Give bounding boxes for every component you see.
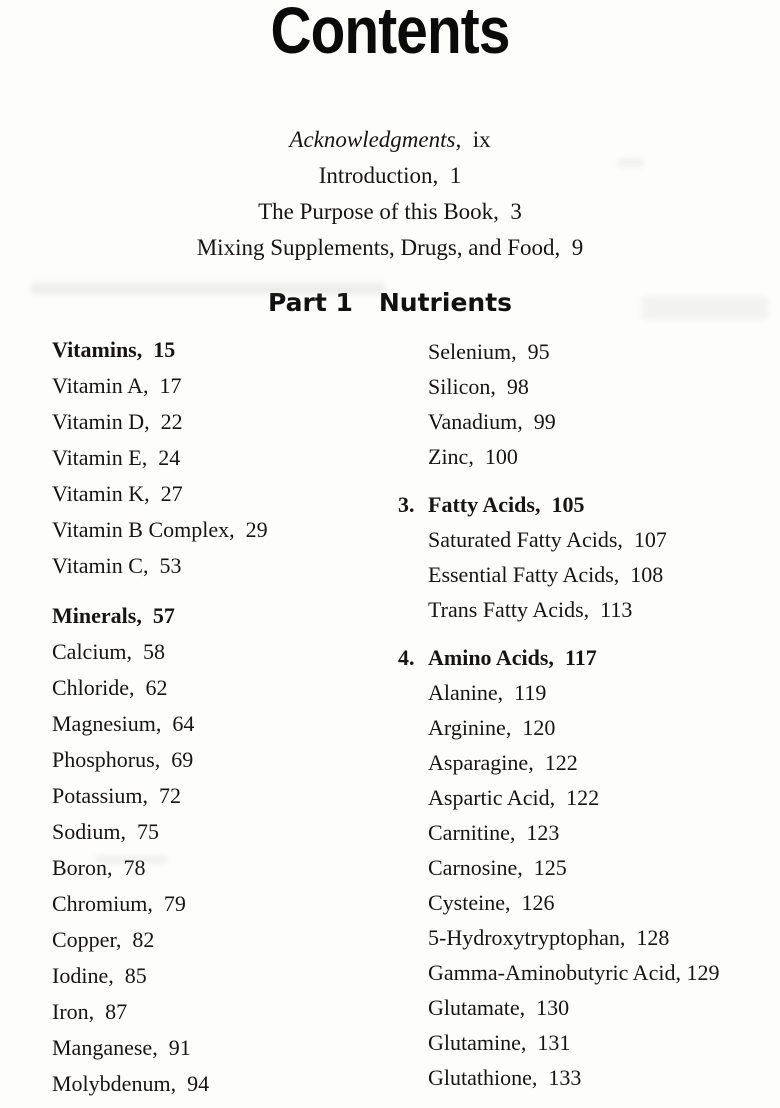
- entry-page: 29: [245, 517, 268, 542]
- entry-label: Vitamin E: [52, 445, 142, 470]
- entry-page: 69: [171, 747, 194, 772]
- entry-page: ix: [472, 127, 491, 152]
- entry-label: Chloride: [52, 675, 129, 700]
- entry-label: Mixing Supplements, Drugs, and Food: [196, 235, 555, 260]
- entry-label: Alanine: [428, 680, 498, 705]
- entry-label: Copper: [52, 927, 116, 952]
- toc-entry: [398, 1060, 719, 1095]
- separator: ,: [432, 163, 450, 188]
- entry-label: Selenium: [428, 339, 512, 364]
- toc-entry: [398, 710, 719, 745]
- separator: ,: [468, 444, 485, 469]
- entry-label: Glutamate: [428, 995, 520, 1020]
- toc-entry: [52, 886, 268, 922]
- entry-label: Cysteine: [428, 890, 505, 915]
- section-number: 4.: [398, 645, 415, 670]
- entry-label: Boron: [52, 855, 107, 880]
- separator: ,: [490, 374, 507, 399]
- entry-page: 95: [527, 339, 550, 364]
- toc-entry: [52, 548, 268, 584]
- entry-label: Glutamine: [428, 1030, 521, 1055]
- entry-label: The Purpose of this Book: [258, 199, 494, 224]
- entry-page: 22: [160, 409, 183, 434]
- entry-label: Amino Acids: [428, 645, 549, 670]
- entry-label: Glutathione: [428, 1065, 532, 1090]
- toc-entry: [398, 522, 719, 557]
- toc-entry: [398, 780, 719, 815]
- separator: ,: [120, 819, 137, 844]
- toc-entry: [52, 814, 268, 850]
- toc-entry: [52, 850, 268, 886]
- separator: ,: [505, 715, 523, 740]
- separator: ,: [554, 235, 572, 260]
- entry-page: 100: [484, 444, 518, 469]
- toc-entry: [52, 1066, 268, 1102]
- toc-entry-introduction: [0, 158, 780, 194]
- separator: ,: [154, 747, 172, 772]
- part-label: Part 1: [267, 288, 353, 317]
- entry-page: 99: [533, 409, 556, 434]
- toc-entry: [398, 745, 719, 780]
- entry-page: 119: [514, 680, 547, 705]
- separator: ,: [144, 409, 161, 434]
- section-number: 3.: [398, 492, 415, 517]
- toc-section-minerals: [52, 598, 268, 634]
- toc-section-amino-acids: [398, 640, 719, 675]
- separator: ,: [126, 639, 144, 664]
- entry-page: 75: [136, 819, 159, 844]
- entry-page: 122: [544, 750, 578, 775]
- separator: ,: [115, 927, 133, 952]
- entry-label: Vitamin A: [52, 373, 143, 398]
- toc-entry-mixing: [0, 230, 780, 266]
- toc-entry: [52, 670, 268, 706]
- entry-label: Magnesium: [52, 711, 156, 736]
- entry-page: 126: [521, 890, 555, 915]
- entry-page: 133: [548, 1065, 582, 1090]
- entry-page: 85: [124, 963, 147, 988]
- separator: ,: [136, 337, 154, 362]
- entry-label: Carnosine: [428, 855, 518, 880]
- entry-page: 3: [510, 199, 522, 224]
- separator: ,: [155, 711, 173, 736]
- toc-entry: [52, 778, 268, 814]
- entry-label: Vitamins: [52, 337, 137, 362]
- separator: ,: [548, 645, 565, 670]
- entry-page: 82: [132, 927, 155, 952]
- separator: ,: [617, 527, 634, 552]
- entry-label: Gamma-Aminobutyric Acid: [428, 960, 676, 985]
- toc-entry-purpose: [0, 194, 780, 230]
- separator: ,: [583, 597, 601, 622]
- toc-entry: [398, 404, 719, 439]
- separator: ,: [519, 995, 537, 1020]
- toc-entry: [398, 334, 719, 369]
- entry-page: 105: [551, 492, 585, 517]
- entry-label: Arginine: [428, 715, 506, 740]
- page-title-wrap: [0, 0, 780, 67]
- entry-label: Vitamin K: [52, 481, 145, 506]
- entry-label: Iodine: [52, 963, 109, 988]
- entry-label: Trans Fatty Acids: [428, 597, 584, 622]
- separator: ,: [229, 517, 246, 542]
- entry-page: 128: [636, 925, 670, 950]
- entry-label: Vitamin D: [52, 409, 145, 434]
- entry-label: Sodium: [52, 819, 121, 844]
- toc-section-fatty-acids: [398, 487, 719, 522]
- entry-label: Acknowledgments: [289, 127, 456, 152]
- entry-page: 9: [571, 235, 584, 260]
- separator: ,: [493, 199, 511, 224]
- toc-entry: [52, 922, 268, 958]
- toc-entry: [398, 815, 719, 850]
- toc-entry: [398, 885, 719, 920]
- toc-entry: [398, 557, 719, 592]
- separator: ,: [528, 750, 545, 775]
- toc-entry: [398, 369, 719, 404]
- entry-label: Potassium: [52, 783, 143, 808]
- toc-entry: [52, 1030, 268, 1066]
- separator: ,: [497, 680, 515, 705]
- entry-page: 125: [533, 855, 567, 880]
- entry-page: 27: [160, 481, 183, 506]
- separator: ,: [505, 890, 522, 915]
- toc-entry: [398, 439, 719, 474]
- entry-page: 129: [686, 960, 720, 985]
- entry-label: Iron: [52, 999, 89, 1024]
- toc-entry: [52, 958, 268, 994]
- entry-page: 94: [187, 1071, 210, 1096]
- separator: ,: [170, 1071, 188, 1096]
- separator: ,: [517, 409, 534, 434]
- toc-entry: [52, 440, 268, 476]
- separator: ,: [136, 603, 153, 628]
- entry-page: 87: [105, 999, 128, 1024]
- separator: ,: [534, 492, 552, 517]
- entry-label: Carnitine: [428, 820, 510, 845]
- entry-label: Calcium: [52, 639, 127, 664]
- entry-label: Vitamin B Complex: [52, 517, 230, 542]
- toc-entry: [398, 920, 719, 955]
- entry-page: 113: [600, 597, 633, 622]
- front-matter: [0, 122, 780, 266]
- separator: ,: [613, 562, 631, 587]
- separator: ,: [142, 783, 159, 808]
- part-title: Nutrients: [378, 288, 513, 317]
- entry-label: Fatty Acids: [428, 492, 535, 517]
- entry-page: 108: [630, 562, 664, 587]
- entry-page: 64: [172, 711, 195, 736]
- toc-entry: [52, 404, 268, 440]
- entry-label: Zinc: [428, 444, 469, 469]
- toc-entry: [398, 850, 719, 885]
- entry-page: 79: [163, 891, 186, 916]
- separator: ,: [147, 891, 164, 916]
- entry-label: Chromium: [52, 891, 148, 916]
- separator: ,: [129, 675, 146, 700]
- entry-page: 98: [506, 374, 529, 399]
- toc-entry: [52, 994, 268, 1030]
- toc-entry: [398, 955, 719, 990]
- toc-entry-acknowledgments: [0, 122, 780, 158]
- separator: ,: [107, 855, 124, 880]
- entry-label: Introduction: [318, 163, 433, 188]
- separator: ,: [152, 1035, 169, 1060]
- separator: ,: [88, 999, 106, 1024]
- separator: ,: [531, 1065, 549, 1090]
- toc-entry: [398, 1025, 719, 1060]
- entry-page: 130: [536, 995, 570, 1020]
- entry-label: 5-Hydroxytryptophan: [428, 925, 620, 950]
- separator: ,: [511, 339, 528, 364]
- entry-page: 72: [158, 783, 181, 808]
- toc-entry: [52, 742, 268, 778]
- separator: ,: [141, 445, 159, 470]
- separator: ,: [517, 855, 534, 880]
- entry-page: 123: [526, 820, 560, 845]
- entry-label: Silicon: [428, 374, 491, 399]
- toc-entry: [52, 512, 268, 548]
- toc-column-right: [398, 334, 719, 1095]
- entry-page: 53: [159, 553, 182, 578]
- separator: ,: [142, 553, 160, 578]
- entry-page: 24: [158, 445, 181, 470]
- entry-page: 15: [153, 337, 176, 362]
- toc-entry: [52, 706, 268, 742]
- toc-entry: [52, 368, 268, 404]
- toc-entry: [398, 675, 719, 710]
- entry-label: Vitamin C: [52, 553, 143, 578]
- entry-label: Aspartic Acid: [428, 785, 550, 810]
- entry-page: 91: [168, 1035, 191, 1060]
- entry-label: Phosphorus: [52, 747, 155, 772]
- entry-page: 62: [145, 675, 168, 700]
- part-heading: [0, 286, 780, 320]
- separator: ,: [509, 820, 527, 845]
- separator: ,: [619, 925, 637, 950]
- entry-label: Molybdenum: [52, 1071, 171, 1096]
- entry-page: 1: [449, 163, 462, 188]
- entry-label: Asparagine: [428, 750, 529, 775]
- separator: ,: [520, 1030, 538, 1055]
- entry-label: Minerals: [52, 603, 137, 628]
- entry-page: 131: [537, 1030, 571, 1055]
- entry-page: 122: [566, 785, 600, 810]
- entry-page: 78: [123, 855, 146, 880]
- toc-entry: [52, 476, 268, 512]
- separator: ,: [675, 960, 687, 985]
- entry-label: Manganese: [52, 1035, 153, 1060]
- entry-page: 57: [152, 603, 175, 628]
- toc-entry: [52, 634, 268, 670]
- separator: ,: [142, 373, 160, 398]
- entry-page: 120: [522, 715, 556, 740]
- entry-label: Vanadium: [428, 409, 518, 434]
- separator: ,: [549, 785, 567, 810]
- separator: ,: [144, 481, 161, 506]
- entry-page: 107: [633, 527, 667, 552]
- toc-entry: [398, 990, 719, 1025]
- separator: ,: [108, 963, 125, 988]
- toc-entry: [398, 592, 719, 627]
- page-title: Contents: [270, 0, 510, 67]
- entry-page: 17: [159, 373, 182, 398]
- toc-section-vitamins: [52, 332, 268, 368]
- entry-label: Saturated Fatty Acids: [428, 527, 618, 552]
- entry-label: Essential Fatty Acids: [428, 562, 614, 587]
- entry-page: 117: [564, 645, 597, 670]
- entry-page: 58: [143, 639, 166, 664]
- toc-column-left: [52, 332, 268, 1102]
- separator: ,: [455, 127, 473, 152]
